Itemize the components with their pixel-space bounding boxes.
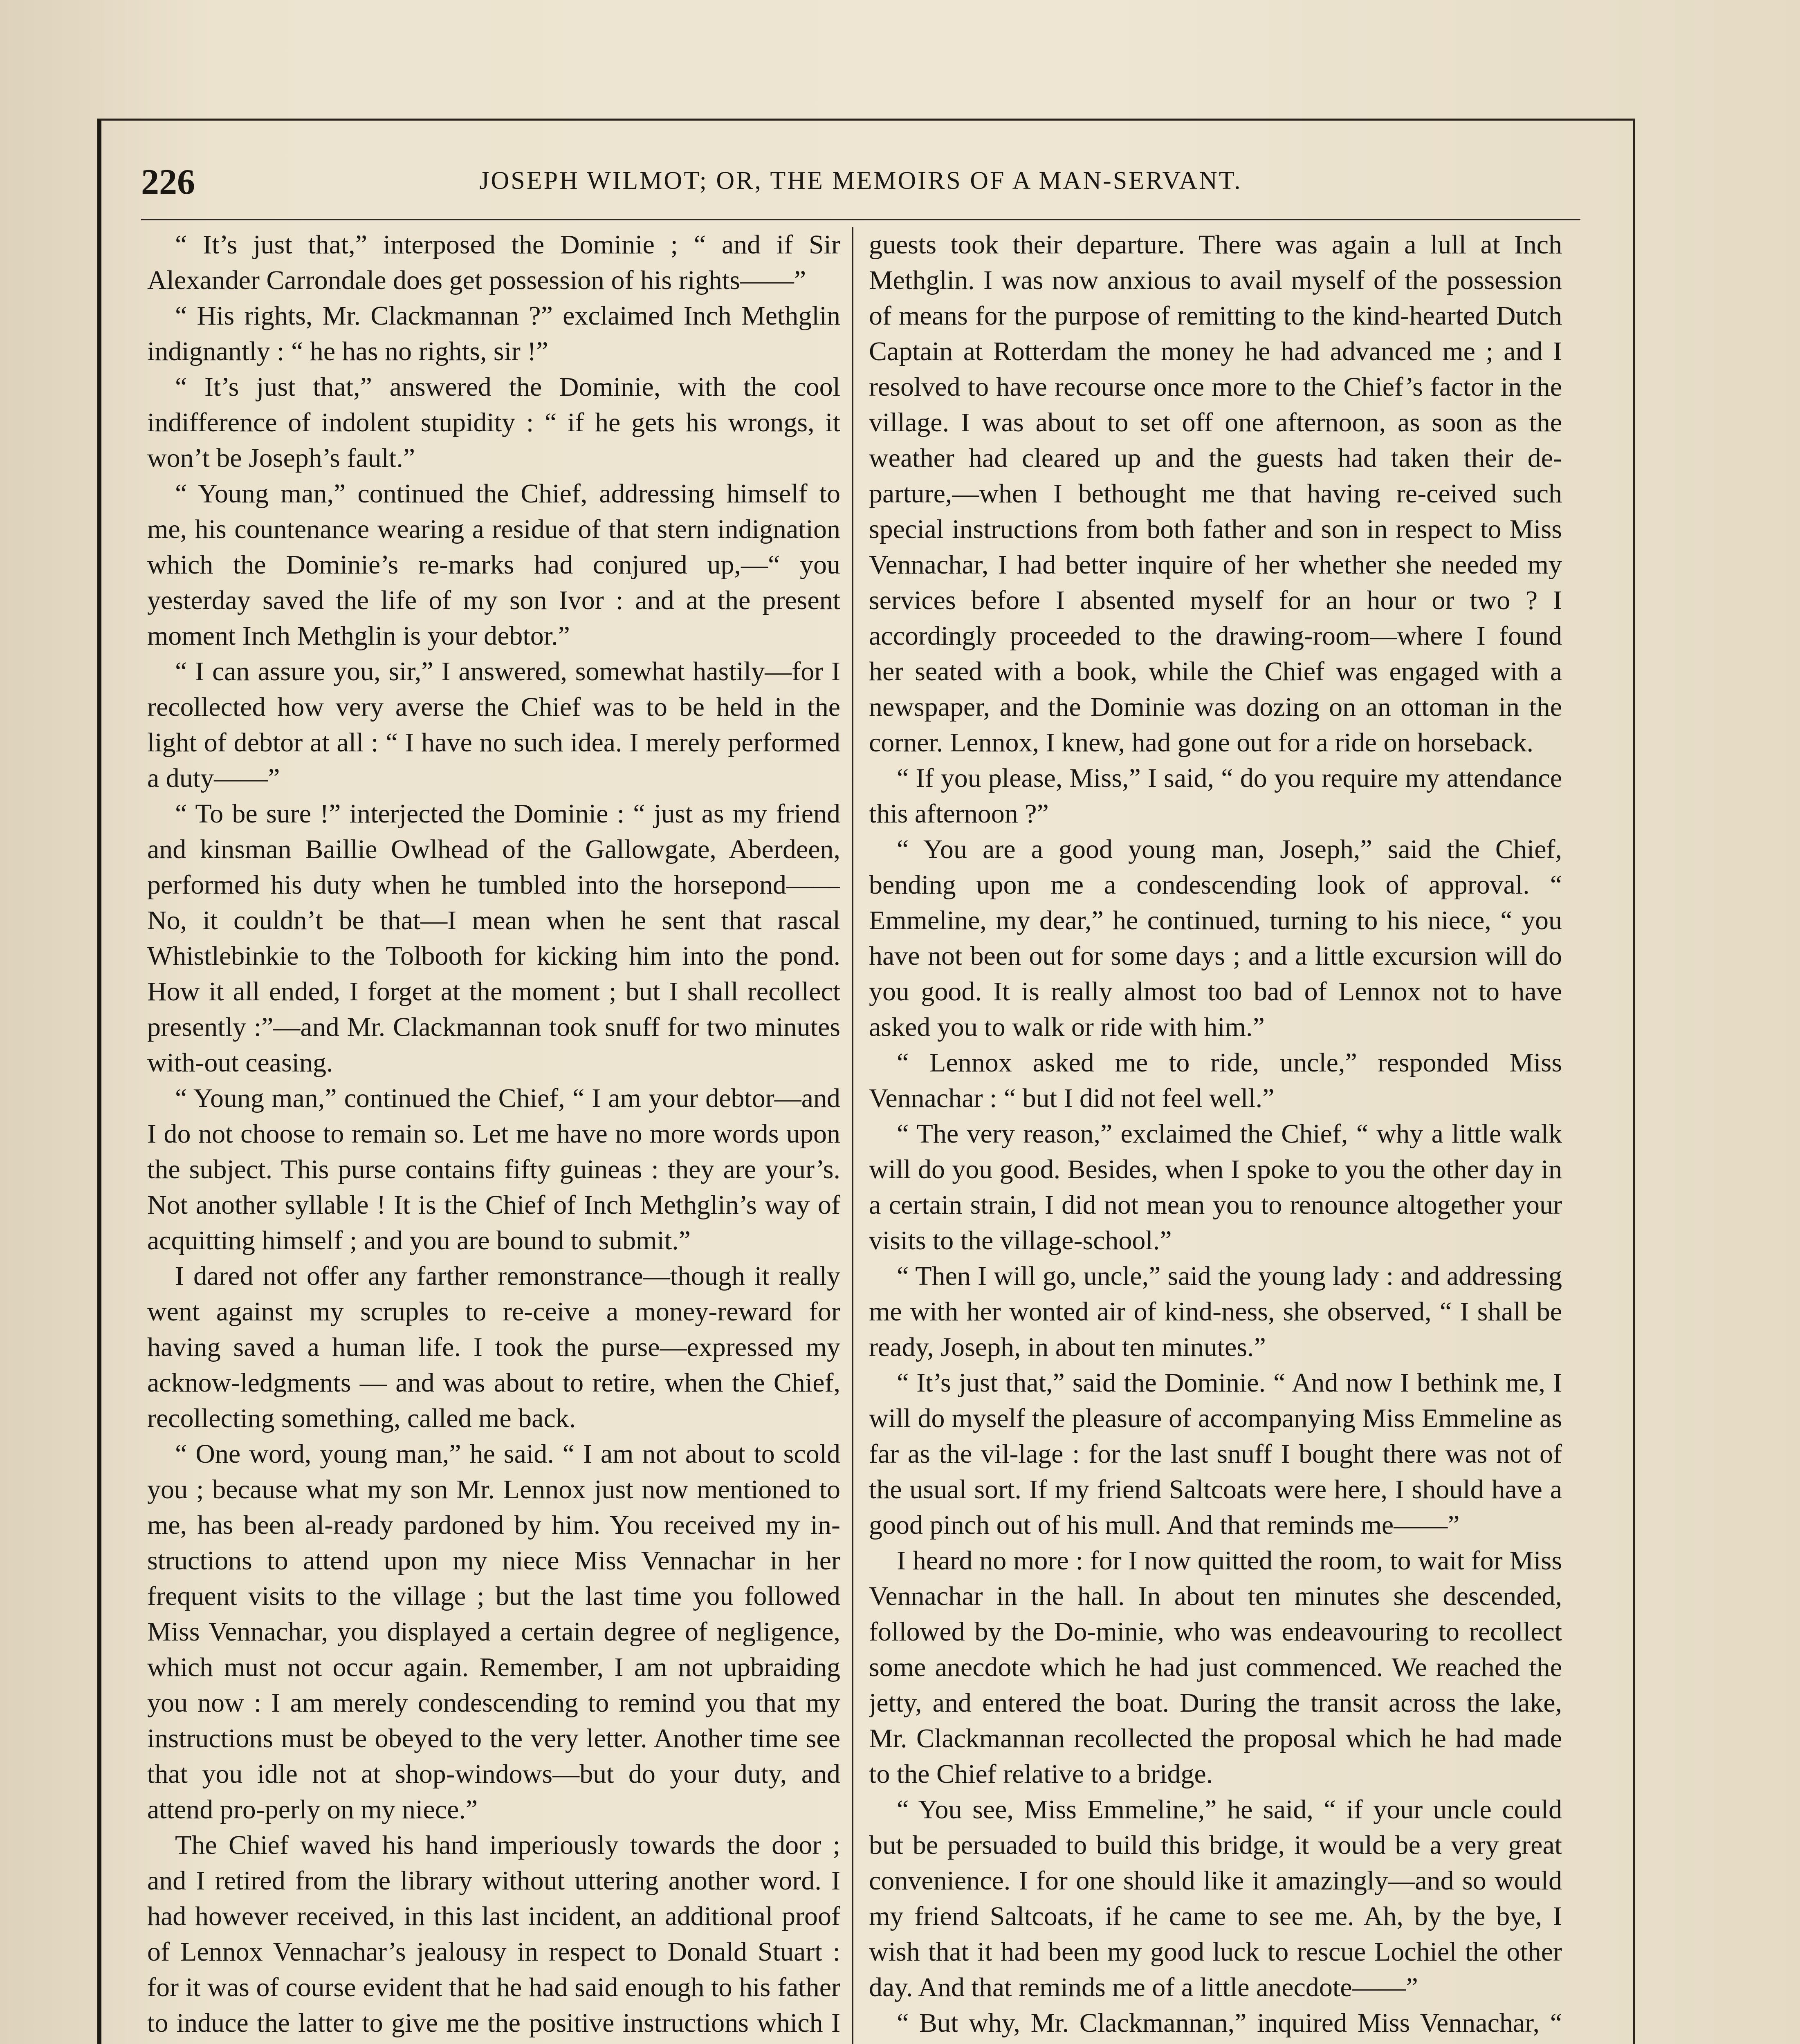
paragraph: “ Young man,” continued the Chief, addressing himself to me, his countenance wearing a residue of that stern indignation which the Dominie’s re-marks had conjured up,—“ you yesterday saved the life of my son Ivor : and at the present moment Inch Methglin is your debtor.” xyxy=(147,479,840,651)
paragraph: “ I can assure you, sir,” I answered, somewhat hastily—for I recollected how very averse the Chief was to be held in the light of debtor at all : “ I have no such idea. I merely performed a duty——” xyxy=(147,657,840,793)
paragraph: “ It’s just that,” answered the Dominie, with the cool indifference of indolent stupidity : “ if he gets his wrongs, it won’t be Joseph’s fault.” xyxy=(147,372,840,473)
paragraph: “ Young man,” continued the Chief, “ I am your debtor—and I do not choose to remain so. Let me have no more words upon the subject. This purse contains fifty guineas : they are your’s. Not another syllable ! It is the Chief of Inch Methglin’s way of acquitting himself ; and you are bound to submit.” xyxy=(147,1083,840,1255)
paragraph: “ If you please, Miss,” I said, “ do you require my attendance this afternoon ?” xyxy=(869,763,1562,829)
paragraph: “ You see, Miss Emmeline,” he said, “ if your uncle could but be persuaded to build this bridge, it would be a very great convenience. I for one should like it amazingly—and so would my friend Saltcoats, if he came to see me. Ah, by the bye, I wish that it had been my good luck to rescue Lochiel the other day. And that reminds me of a little anecdote——” xyxy=(869,1795,1562,2002)
paragraph: “ One word, young man,” he said. “ I am not about to scold you ; because what my son Mr. Lennox just now mentioned to me, has been al-ready pardoned by him. You received my in-structions to attend upon my niece Miss Vennachar in her frequent visits to the village ; but the last time you followed Miss Vennachar, you displayed a certain degree of negligence, which must not occur again. Remember, I am not upbraiding you now : I am merely condescending to remind you that my instructions must be obeyed to the very letter. Another time see that you idle not at shop-windows—but do your duty, and attend pro-perly on my niece.” xyxy=(147,1439,840,1824)
paragraph: “ Lennox asked me to ride, uncle,” responded Miss Vennachar : “ but I did not feel well.” xyxy=(869,1048,1562,1113)
header-rule xyxy=(141,219,1580,220)
paragraph: “ The very reason,” exclaimed the Chief, “ why a little walk will do you good. Besides, when I spoke to you the other day in a certain strain, I did not mean you to renounce altogether your visits to the village-school.” xyxy=(869,1119,1562,1255)
page-number: 226 xyxy=(141,162,195,202)
paragraph: “ But why, Mr. Clackmannan,” inquired Miss Vennachar, “ xyxy=(897,2008,1562,2038)
left-column xyxy=(147,227,840,2044)
paragraph: “ To be sure !” interjected the Dominie : “ just as my friend and kinsman Baillie Owlhead of the Gallowgate, Aberdeen, performed his duty when he tumbled into the horsepond——No, it couldn’t be that—I mean when he sent that rascal Whistlebinkie to the Tolbooth for kicking him into the pond. How it all ended, I forget at the moment ; but I shall recollect presently :”—and Mr. Clackmannan took snuff for two minutes with-out ceasing. xyxy=(147,799,840,1078)
paragraph: “ You are a good young man, Joseph,” said the Chief, bending upon me a condescending look of approval. “ Emmeline, my dear,” he continued, turning to his niece, “ you have not been out for some days ; and a little excursion will do you good. It is really almost too bad of Lennox not to have asked you to walk or ride with him.” xyxy=(869,834,1562,1042)
page-header xyxy=(141,161,1580,211)
paragraph: “ It’s just that,” said the Dominie. “ And now I bethink me, I will do myself the pleasure of accompanying Miss Emmeline as far as the vil-lage : for the last snuff I bought there was not of the usual sort. If my friend Saltcoats were here, I should have a good pinch out of his mull. And that reminds me——” xyxy=(869,1368,1562,1540)
paragraph: I dared not offer any farther remonstrance—though it really went against my scruples to re-ceive a money-reward for having saved a human life. I took the purse—expressed my acknow-ledgments — and was about to retire, when the Chief, recollecting something, called me back. xyxy=(147,1261,840,1433)
right-column xyxy=(869,227,1562,2044)
paragraph: guests took their departure. There was again a lull at Inch Methglin. I was now anxious to avail myself of the possession of means for the purpose of remitting to the kind-hearted Dutch Captain at Rotterdam the money he had advanced me ; and I resolved to have recourse once more to the Chief’s factor in the village. I was about to set off one afternoon, as soon as the weather had cleared up and the guests had taken their de-parture,—when I bethought me that having re-ceived such special instructions from both father and son in respect to Miss Vennachar, I had better inquire of her whether she needed my services before I absented myself for an hour or two ? I accordingly proceeded to the drawing-room—where I found her seated with a book, while the Chief was engaged with a newspaper, and the Dominie was dozing on an ottoman in the corner. Lennox, I knew, had gone out for a ride on horseback. xyxy=(869,230,1562,758)
column-rule xyxy=(852,227,853,2044)
paragraph: I heard no more : for I now quitted the room, to wait for Miss Vennachar in the hall. In about ten minutes she descended, followed by the Do-minie, who was endeavouring to recollect some anecdote which he had just commenced. We reached the jetty, and entered the boat. During the transit across the lake, Mr. Clackmannan recollected the proposal which he had made to the Chief relative to a bridge. xyxy=(869,1546,1562,1789)
paragraph: “ Then I will go, uncle,” said the young lady : and addressing me with her wonted air of kind-ness, she observed, “ I shall be ready, Joseph, in about ten minutes.” xyxy=(869,1261,1562,1362)
paragraph: “ It’s just that,” interposed the Dominie ; “ and if Sir Alexander Carrondale does get possession of his rights——” xyxy=(147,230,840,295)
paragraph: The Chief waved his hand imperiously towards the door ; and I retired from the library without uttering another word. I had however received, in this last incident, an additional proof of Lennox Vennachar’s jealousy in respect to Donald Stuart : for it was of course evident that he had said enough to his father to induce the latter to give me the positive instructions which I xyxy=(147,1830,840,2038)
running-title: JOSEPH WILMOT; OR, THE MEMOIRS OF A MAN-SERVANT. xyxy=(479,167,1242,195)
paragraph: “ His rights, Mr. Clackmannan ?” exclaimed Inch Methglin indignantly : “ he has no rights, sir !” xyxy=(147,301,840,366)
